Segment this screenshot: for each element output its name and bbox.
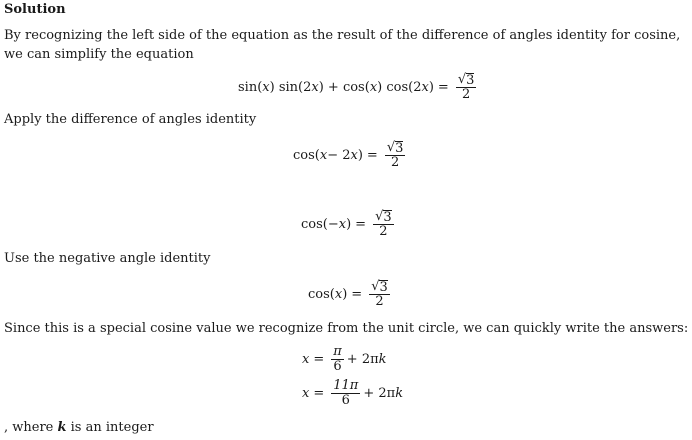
intro-paragraph: By recognizing the left side of the equation as the result of the difference of angles identity for cosine, we can simplify the equation (4, 28, 681, 62)
equation-negative (301, 210, 397, 239)
step-unit-circle: Since this is a special cosine value we recognize from the unit circle, we can quickly write the answers: (4, 321, 689, 336)
equals-sign: = (355, 217, 367, 232)
equals-sign: = (437, 80, 449, 95)
denominator: 6 (333, 359, 342, 374)
eq1-var: x (421, 80, 429, 95)
ans2-var: x (302, 386, 310, 401)
eq1-var: x (369, 80, 378, 95)
numerator: π (333, 344, 342, 359)
sqrt (385, 141, 406, 155)
eq1-term: ) cos(2 (377, 80, 422, 95)
fraction-sqrt3-over-2 (385, 141, 406, 170)
fraction-11pi-over-6 (331, 379, 360, 408)
ans1-k: k (378, 352, 387, 367)
ans2-k: k (395, 386, 404, 401)
eq1-term: ) (428, 80, 434, 95)
radicand: 3 (395, 141, 404, 156)
eq2-term: − 2 (327, 148, 351, 163)
radicand: 3 (466, 73, 475, 88)
solution-heading: Solution (4, 2, 66, 17)
radicand: 3 (379, 280, 388, 295)
answer-one (302, 345, 387, 374)
eq1-var: x (311, 80, 319, 95)
equals-sign: = (313, 386, 325, 401)
fraction-sqrt3-over-2 (369, 280, 390, 309)
eq1-var: x (262, 80, 270, 95)
eq1-term: sin( (238, 80, 263, 95)
equation-difference (293, 141, 408, 170)
radical-icon: √ (457, 72, 467, 87)
eq2-var: x (319, 148, 328, 163)
eq2-term: cos( (293, 148, 320, 163)
equation-cos-x (308, 280, 393, 309)
fraction-pi-over-6 (331, 345, 344, 374)
equals-sign: = (351, 287, 363, 302)
equation-original (238, 73, 479, 102)
equals-sign: = (313, 352, 325, 367)
sqrt (456, 73, 477, 87)
radical-icon: √ (371, 279, 380, 294)
numerator: 11π (333, 378, 359, 393)
eq4-term: cos( (308, 287, 335, 302)
step-negative-angle: Use the negative angle identity (4, 251, 211, 266)
footer-pre: , where (4, 420, 58, 435)
fraction-sqrt3-over-2 (456, 73, 477, 102)
sqrt (373, 210, 394, 224)
denominator: 2 (461, 87, 471, 102)
eq3-term: ) (346, 217, 352, 232)
eq3-term: cos(− (301, 217, 339, 232)
footer-note (4, 420, 154, 435)
denominator: 6 (341, 393, 350, 408)
eq1-term: ) sin(2 (269, 80, 312, 95)
denominator: 2 (379, 224, 388, 239)
denominator: 2 (390, 155, 400, 170)
eq1-term: ) + cos( (318, 80, 370, 95)
radical-icon: √ (375, 209, 384, 224)
footer-post: is an integer (66, 420, 154, 435)
answer-two (302, 379, 403, 408)
ans1-var: x (302, 352, 310, 367)
eq4-var: x (334, 287, 343, 302)
denominator: 2 (375, 294, 384, 309)
equals-sign: = (366, 148, 378, 163)
eq2-var: x (350, 148, 358, 163)
eq3-var: x (338, 217, 347, 232)
ans1-period: + 2π (346, 352, 379, 367)
ans2-period: + 2π (363, 386, 396, 401)
radicand: 3 (383, 210, 392, 225)
step-difference-identity: Apply the difference of angles identity (4, 112, 257, 127)
eq4-term: ) (342, 287, 348, 302)
radical-icon: √ (386, 140, 396, 155)
eq2-term: ) (357, 148, 363, 163)
sqrt (369, 280, 390, 294)
fraction-sqrt3-over-2 (373, 210, 394, 239)
footer-k: k (57, 420, 67, 435)
